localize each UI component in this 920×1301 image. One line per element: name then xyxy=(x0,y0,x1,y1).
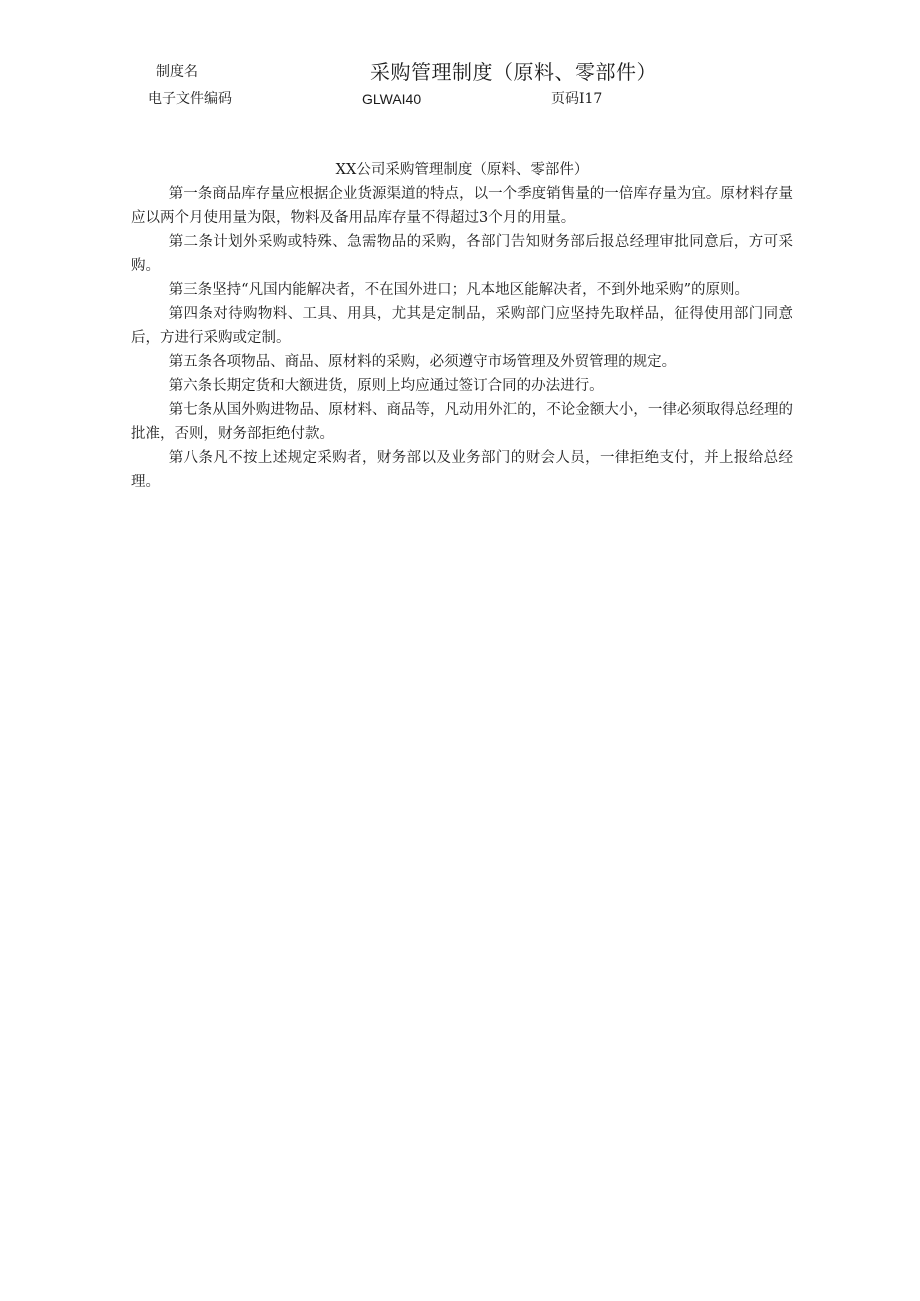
article-2: 第二条计划外采购或特殊、急需物品的采购，各部门告知财务部后报总经理审批同意后，方可采购。 xyxy=(131,234,793,274)
article-1: 第一条商品库存量应根据企业货源渠道的特点，以一个季度销售量的一倍库存量为宜。原材料存量应以两个月使用量为限，物料及备用品库存量不得超过3个月的用量。 xyxy=(131,186,793,226)
article-6: 第六条长期定货和大额进货，原则上均应通过签订合同的办法进行。 xyxy=(168,378,604,394)
header-file-code: GLWAI40 xyxy=(362,91,422,107)
header-regulation-title: 采购管理制度（原料、零部件） xyxy=(370,60,657,84)
document-title: XX公司采购管理制度（原料、零部件） xyxy=(335,162,589,178)
document-body xyxy=(131,158,793,494)
article-8: 第八条凡不按上述规定采购者，财务部以及业务部门的财会人员，一律拒绝支付，并上报给总经理。 xyxy=(131,450,793,490)
article-3: 第三条坚持“凡国内能解决者，不在国外进口；凡本地区能解决者，不到外地采购”的原则。 xyxy=(168,282,750,298)
article-5: 第五条各项物品、商品、原材料的采购，必须遵守市场管理及外贸管理的规定。 xyxy=(168,354,677,370)
header-page-number: 页码I17 xyxy=(551,91,603,107)
article-4: 第四条对待购物料、工具、用具，尤其是定制品，采购部门应坚持先取样品，征得使用部门同意后，方进行采购或定制。 xyxy=(131,306,793,346)
document-header xyxy=(0,0,920,120)
header-label-regulation-name: 制度名 xyxy=(156,64,198,80)
header-label-file-code: 电子文件编码 xyxy=(148,91,232,107)
article-7: 第七条从国外购进物品、原材料、商品等，凡动用外汇的，不论金额大小，一律必须取得总经理的批准，否则，财务部拒绝付款。 xyxy=(131,402,793,442)
